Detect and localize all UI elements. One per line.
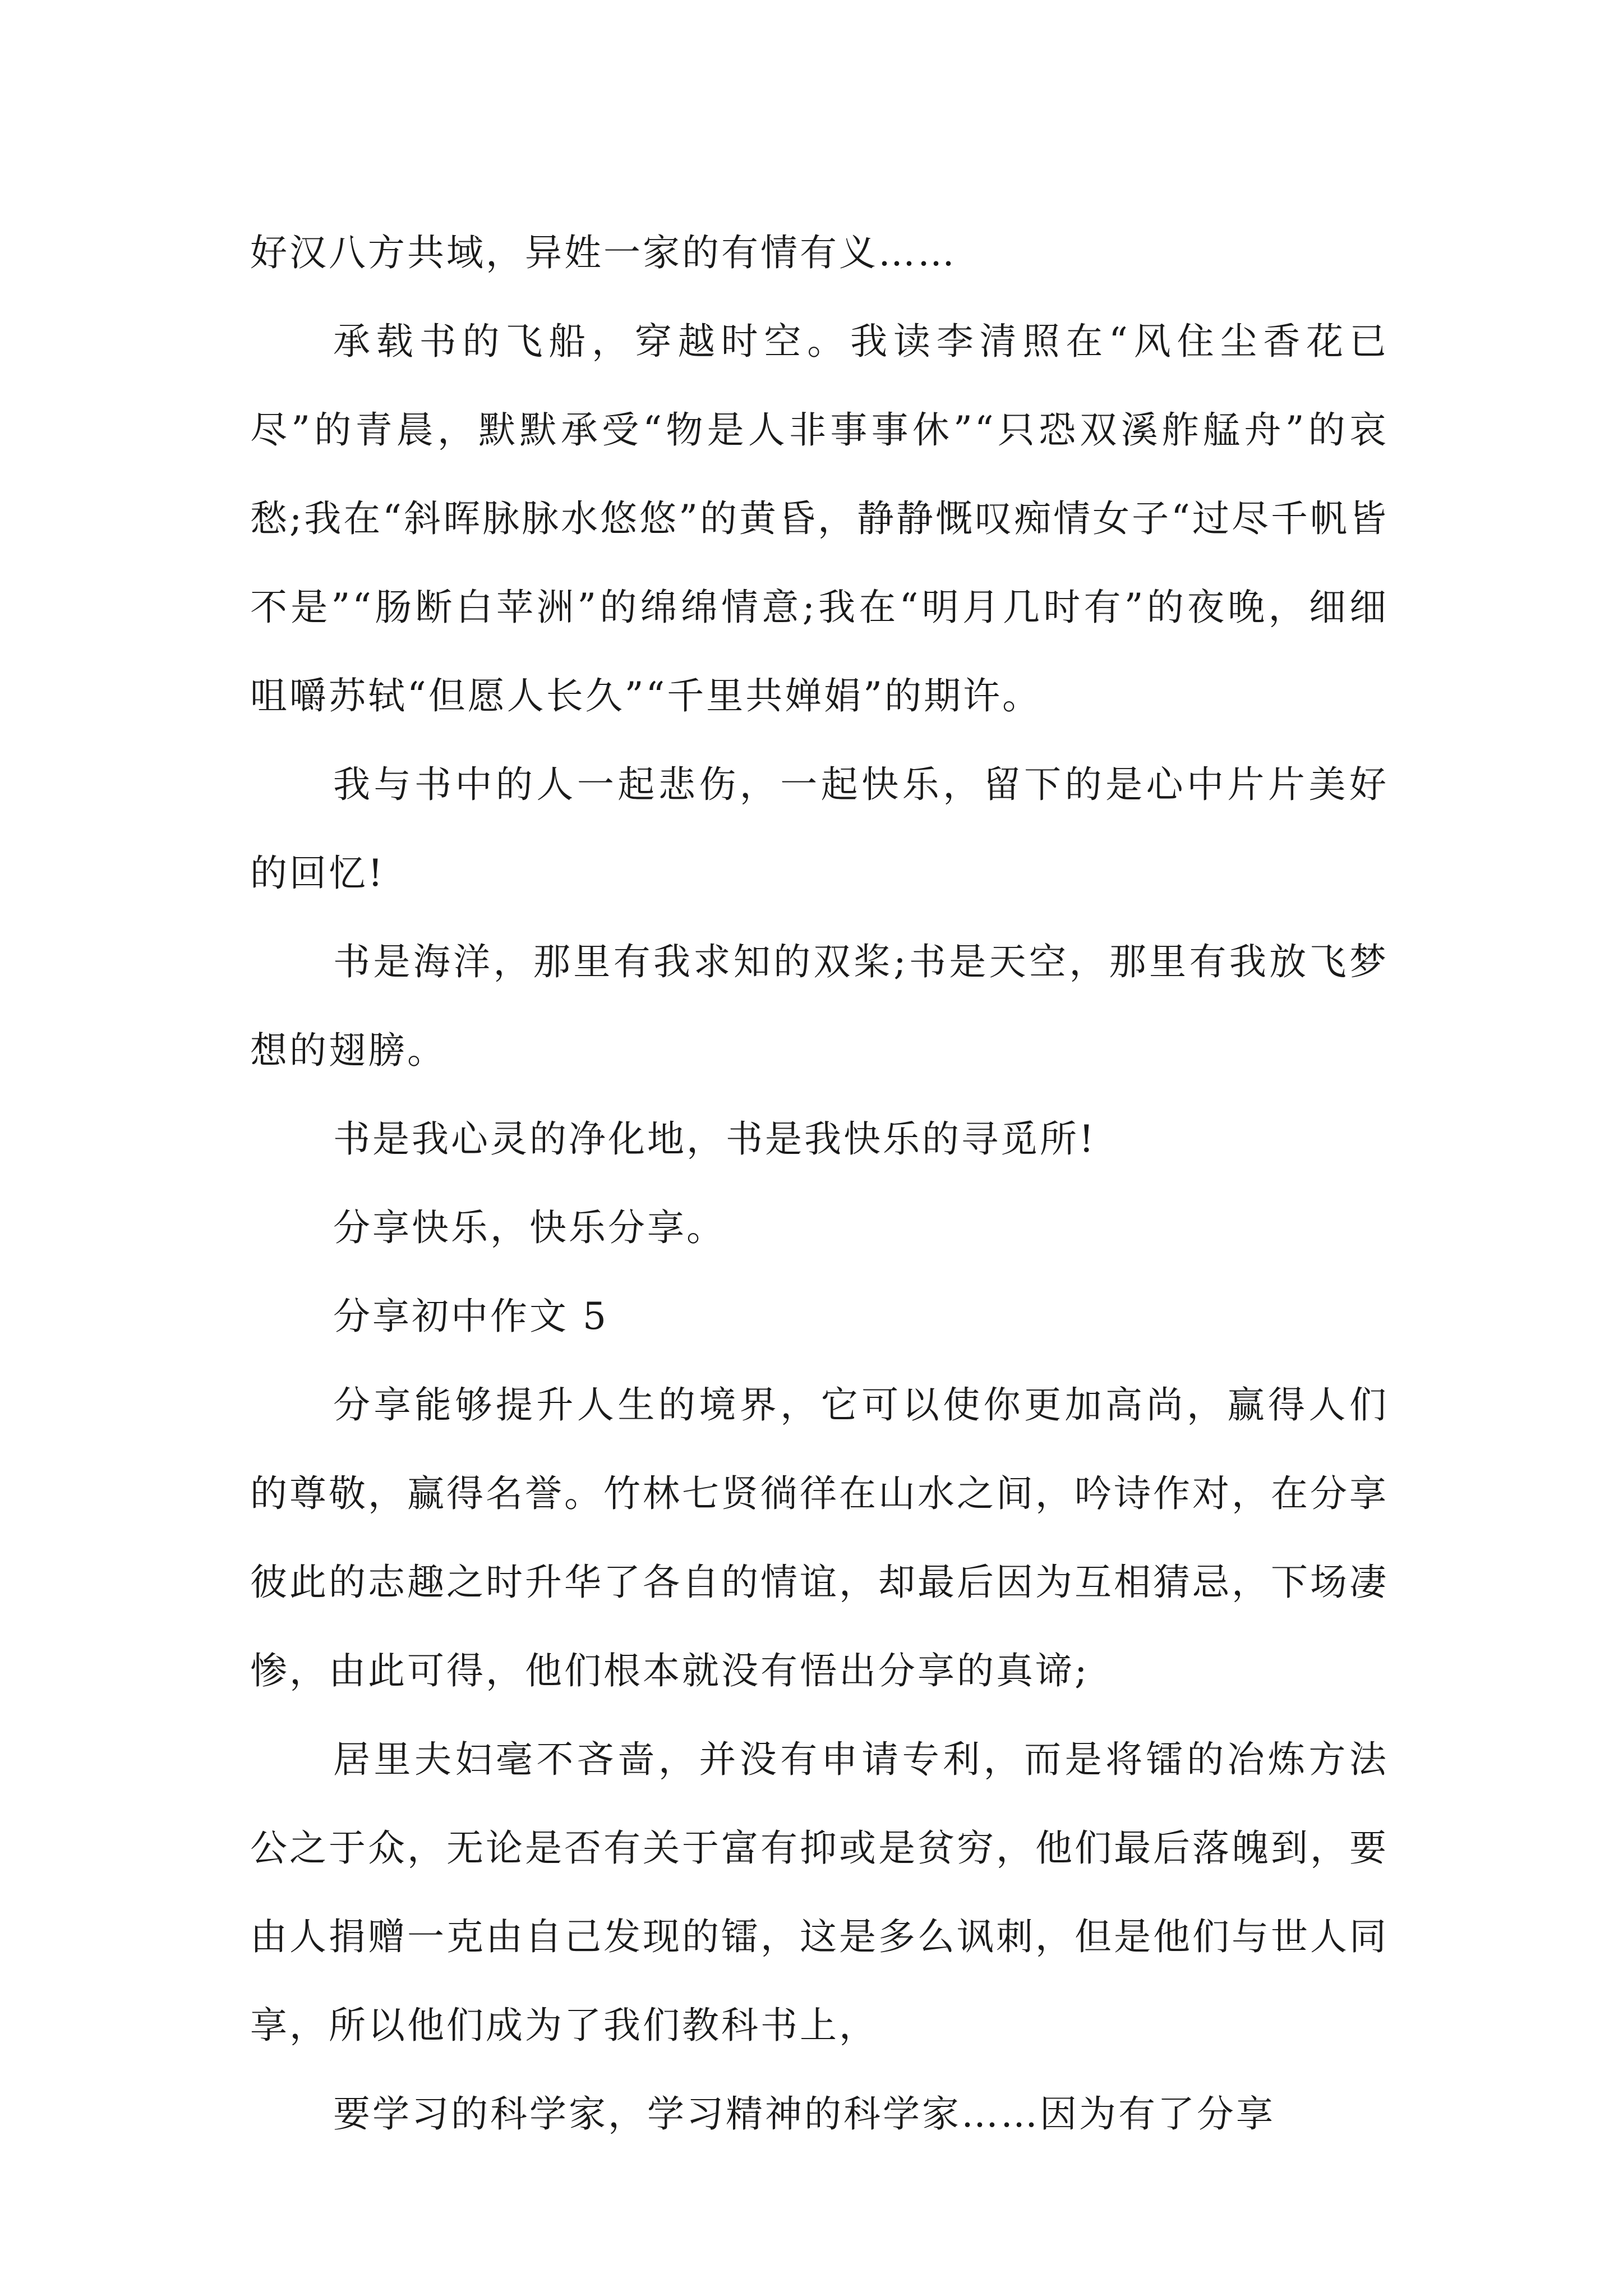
paragraph-3: 我与书中的人一起悲伤，一起快乐，留下的是心中片片美好的回忆! bbox=[250, 763, 1389, 895]
paragraph-5: 书是我心灵的净化地，书是我快乐的寻觅所! bbox=[333, 1117, 1096, 1161]
paragraph-8: 分享能够提升人生的境界，它可以使你更加高尚，赢得人们的尊敬，赢得名誉。竹林七贤徜徉在山水之间，吟诗作对，在分享彼此的志趣之时升华了各自的情谊，却最后因为互相猜忌，下场凄惨，由此可得，他们根本就没有悟出分享的真谛; bbox=[250, 1383, 1389, 1692]
paragraph-6: 分享快乐，快乐分享。 bbox=[333, 1206, 726, 1249]
paragraph-4: 书是海洋，那里有我求知的双桨;书是天空，那里有我放飞梦想的翅膀。 bbox=[250, 940, 1389, 1072]
document-body bbox=[250, 209, 1389, 2159]
section-heading: 分享初中作文 5 bbox=[333, 1295, 608, 1338]
paragraph-1: 好汉八方共域，异姓一家的有情有义…… bbox=[250, 231, 957, 274]
paragraph-2: 承载书的飞船，穿越时空。我读李清照在“风住尘香花已尽”的青晨，默默承受“物是人非事事休”“只恐双溪舴艋舟”的哀愁;我在“斜晖脉脉水悠悠”的黄昏，静静慨叹痴情女子“过尽千帆皆不是”“肠断白苹洲”的绵绵情意;我在“明月几时有”的夜晚，细细咀嚼苏轼“但愿人长久”“千里共婵娟”的期许。 bbox=[250, 320, 1389, 717]
paragraph-10: 要学习的科学家，学习精神的科学家……因为有了分享 bbox=[333, 2092, 1275, 2136]
paragraph-9: 居里夫妇毫不吝啬，并没有申请专利，而是将镭的冶炼方法公之于众，无论是否有关于富有抑或是贫穷，他们最后落魄到，要由人捐赠一克由自己发现的镭，这是多么讽刺，但是他们与世人同享，所以他们成为了我们教科书上， bbox=[250, 1738, 1389, 2047]
